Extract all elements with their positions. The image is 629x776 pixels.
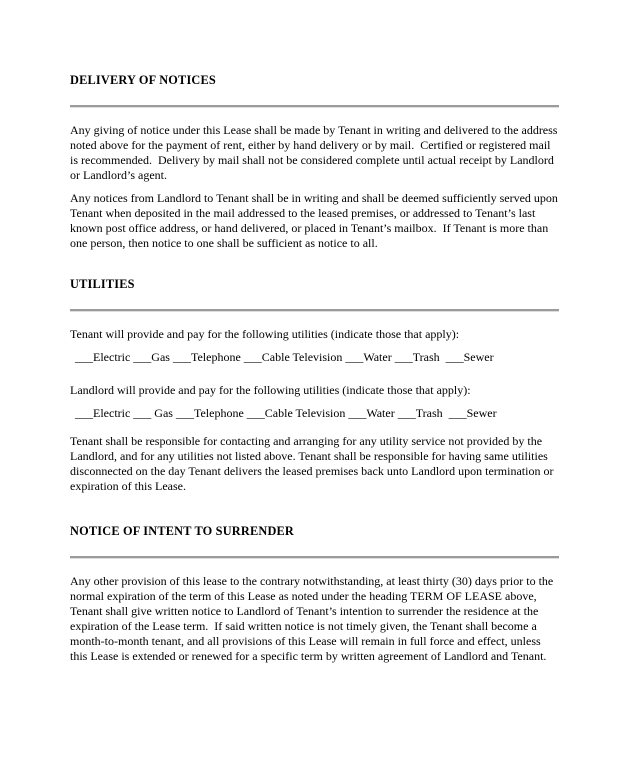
utilities-tenant-checklist-row: ___Electric ___Gas ___Telephone ___Cable Television ___Water ___Trash ___Sewer [75,350,494,364]
delivery-paragraph-2: Any notices from Landlord to Tenant shall be in writing and shall be deemed sufficiently served upon Tenant when deposited in the mail addressed to the leased premises, or addressed to Tenant’s last known post office address, or hand delivered, or placed in Tenant’s mailbox. If Tenant is more than one person, then notice to one shall be sufficient as notice to all. [70,191,561,250]
section-divider-rule [70,309,559,312]
section-heading-utilities: UTILITIES [70,277,135,291]
utilities-landlord-intro: Landlord will provide and pay for the following utilities (indicate those that apply): [70,383,471,397]
utilities-responsibility-paragraph: Tenant shall be responsible for contacting and arranging for any utility service not provided by the Landlord, and for any utilities not listed above. Tenant shall be responsible for having same utilities disconnected on the day Tenant delivers the leased premises back unto Landlord upon termination or expiration of this Lease. [70,434,557,493]
section-heading-delivery-of-notices: DELIVERY OF NOTICES [70,73,216,87]
section-divider-rule [70,556,559,559]
utilities-landlord-checklist-row: ___Electric ___ Gas ___Telephone ___Cable Television ___Water ___Trash ___Sewer [75,406,497,420]
section-heading-notice-of-intent-to-surrender: NOTICE OF INTENT TO SURRENDER [70,524,295,538]
surrender-paragraph: Any other provision of this lease to the contrary notwithstanding, at least thirty (30) days prior to the normal expiration of the term of this Lease as noted under the heading TERM OF LEASE above, Tenant shall give written notice to Landlord of Tenant’s intention to surrender the residence at the expiration of the Lease term. If said written notice is not timely given, the Tenant shall become a month-to-month tenant, and all provisions of this Lease will remain in full force and effect, unless this Lease is extended or renewed for a specific term by written agreement of Landlord and Tenant. [70,574,557,663]
section-divider-rule [70,105,559,108]
utilities-tenant-intro: Tenant will provide and pay for the following utilities (indicate those that apply): [70,327,460,341]
delivery-paragraph-1: Any giving of notice under this Lease shall be made by Tenant in writing and delivered to the address noted above for the payment of rent, either by hand delivery or by mail. Certified or registered mail is recommended. Delivery by mail shall not be considered complete until actual receipt by Landlord or Landlord’s agent. [70,123,561,182]
